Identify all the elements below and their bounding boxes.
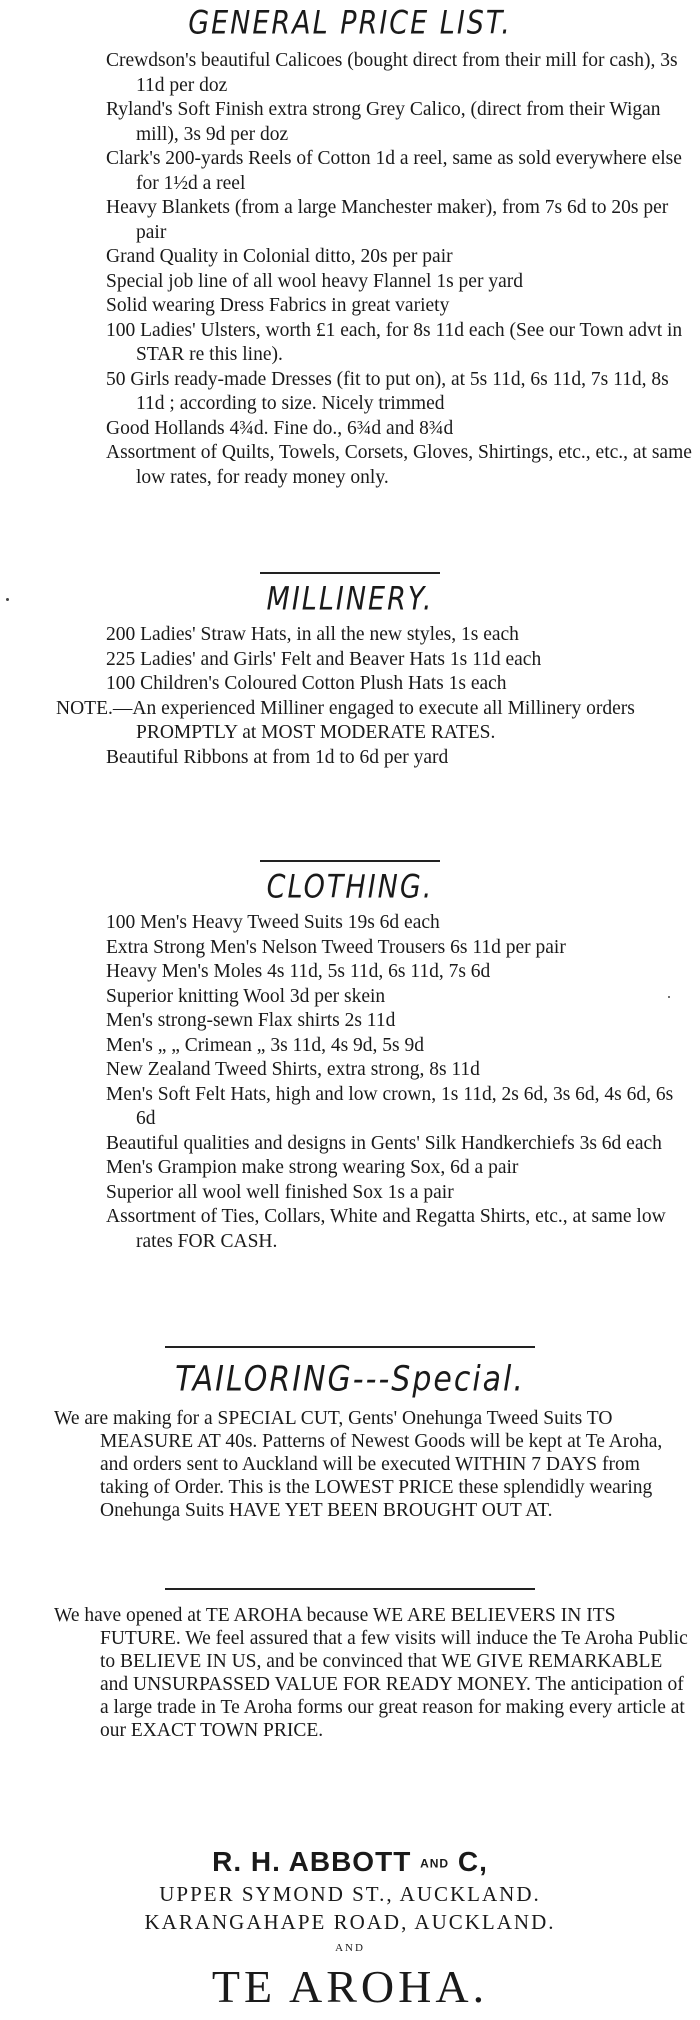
closing-section [0,1588,700,1742]
section-divider [260,860,440,862]
list-item: Crewdson's beautiful Calicoes (bought direct from their mill for cash), 3s 11d per doz [106,50,678,96]
section-divider [165,1588,535,1590]
list-item: Heavy Blankets (from a large Manchester maker), from 7s 6d to 20s per pair [106,197,669,243]
closing-paragraph: We have opened at TE AROHA because WE ARE BELIEVERS IN ITS FUTURE. We feel assured that a few visits will induce the Te Aroha Public to BELIEVE IN US, and be convinced that WE GIVE REMARKABLE and UNSURPASSED VALUE FOR READY MONEY. The anticipation of a large trade in Te Aroha forms our great reason for making every article at our EXACT TOWN PRICE. [54,1605,688,1741]
firm-name [0,1846,700,1878]
clothing-section [0,860,700,1254]
list-item: Special job line of all wool heavy Flannel 1s per yard [106,270,523,292]
list-item: Extra Strong Men's Nelson Tweed Trousers 6s 11d per pair [106,936,566,958]
tailoring-section [0,1346,700,1522]
list-item: Men's Soft Felt Hats, high and low crown, 1s 11d, 2s 6d, 3s 6d, 4s 6d, 6s 6d [106,1083,674,1129]
tailoring-heading: TAILORING---Special. [175,1359,525,1400]
millinery-note [0,697,700,746]
clothing-heading: CLOTHING. [266,869,434,906]
list-item: Good Hollands 4¾d. Fine do., 6¾d and 8¾d [106,417,454,439]
list-item: Ryland's Soft Finish extra strong Grey Calico, (direct from their Wigan mill), 3s 9d per doz [106,99,661,145]
section-divider [165,1346,535,1348]
list-item: Beautiful qualities and designs in Gents' Silk Handkerchiefs 3s 6d each [106,1132,662,1154]
list-item: 100 Ladies' Ulsters, worth £1 each, for 8s 11d each (See our Town advt in STAR re this line). [106,319,683,365]
list-item: Beautiful Ribbons at from 1d to 6d per yard [106,746,449,768]
section-divider [260,572,440,574]
general-price-list-section [0,5,700,490]
list-item: Clark's 200-yards Reels of Cotton 1d a reel, same as sold everywhere else for 1½d a reel [106,148,682,194]
list-item: Grand Quality in Colonial ditto, 20s per pair [106,246,453,267]
note-label: NOTE. [56,697,113,719]
list-item: 100 Men's Heavy Tweed Suits 19s 6d each [106,912,440,933]
list-item: Superior knitting Wool 3d per skein [106,985,386,1007]
note-text: —An experienced Milliner engaged to execute all Millinery orders PROMPTLY at MOST MODERATE RATES. [112,697,635,743]
list-item: Superior all wool well finished Sox 1s a pair [106,1181,454,1203]
address-line: KARANGAHAPE ROAD, AUCKLAND. [144,1910,556,1934]
millinery-section [0,572,700,770]
town-name: TE AROHA. [211,1961,489,2012]
address-line: UPPER SYMOND ST., AUCKLAND. [159,1882,541,1906]
footer [0,1846,700,2013]
firm-co: C, [457,1846,488,1877]
list-item: Assortment of Ties, Collars, White and Regatta Shirts, etc., at same low rates FOR CASH. [106,1206,666,1252]
tailoring-paragraph: We are making for a SPECIAL CUT, Gents' Onehunga Tweed Suits TO MEASURE AT 40s. Patterns of Newest Goods will be kept at Te Aroha, and orders sent to Auckland will be executed WITHIN 7 DAYS from taking of Order. This is the LOWEST PRICE these splendidly wearing Onehunga Suits HAVE YET BEEN BROUGHT OUT AT. [54,1408,663,1521]
list-item: 200 Ladies' Straw Hats, in all the new styles, 1s each [106,624,519,645]
firm-name-text: R. H. ABBOTT [212,1846,412,1877]
list-item: New Zealand Tweed Shirts, extra strong, 8s 11d [106,1059,480,1080]
list-item: Solid wearing Dress Fabrics in great variety [106,295,450,316]
list-item: 100 Children's Coloured Cotton Plush Hats 1s each [106,673,507,694]
list-item: Assortment of Quilts, Towels, Corsets, Gloves, Shirtings, etc., etc., at same low rates, for ready money only. [106,442,692,488]
list-item: 225 Ladies' and Girls' Felt and Beaver Hats 1s 11d each [106,648,542,670]
general-heading: GENERAL PRICE LIST. [188,5,512,42]
list-item: 50 Girls ready-made Dresses (fit to put on), at 5s 11d, 6s 11d, 7s 11d, 8s 11d ; according to size. Nicely trimmed [106,368,669,414]
and-label: AND [335,1942,365,1954]
millinery-heading: MILLINERY. [266,581,434,618]
list-item: Men's „ „ Crimean „ 3s 11d, 4s 9d, 5s 9d [106,1034,424,1056]
list-item: Heavy Men's Moles 4s 11d, 5s 11d, 6s 11d, 7s 6d [106,961,491,982]
list-item: Men's strong-sewn Flax shirts 2s 11d [106,1010,396,1031]
firm-and: AND [420,1856,450,1871]
list-item: Men's Grampion make strong wearing Sox, 6d a pair [106,1157,519,1178]
